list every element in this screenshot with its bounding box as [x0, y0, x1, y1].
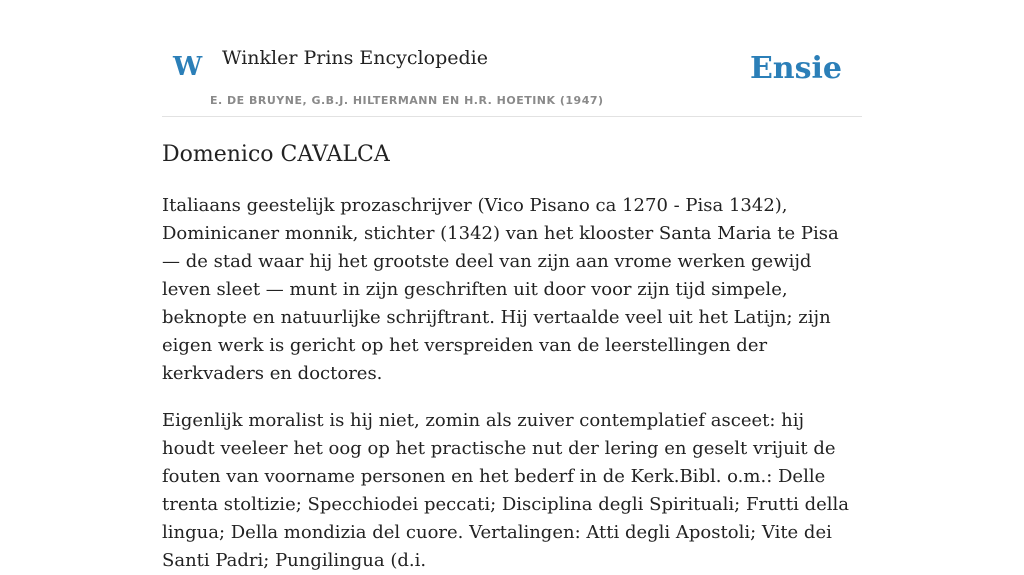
article-paragraph: Italiaans geestelijk prozaschrijver (Vico Pisano ca 1270 - Pisa 1342), Dominicaner monnik, stichter (1342) van het klooster Santa Maria te Pisa — de stad waar hij het grootste deel van zijn aan vrome werken gewijd leven sleet — munt in zijn geschriften uit door voor zijn tijd simpele, beknopte en natuurlijke schrijftrant. Hij vertaalde veel uit het Latijn; zijn eigen werk is gericht op het verspreiden van de leerstellingen der kerkvaders en doctores. [162, 195, 839, 384]
article-title: Domenico CAVALCA [162, 142, 390, 167]
ensie-logo[interactable]: Ensie [749, 51, 842, 86]
site-header [162, 0, 862, 117]
article [162, 138, 862, 575]
article-paragraph: Eigenlijk moralist is hij niet, zomin als zuiver contemplatief asceet: hij houdt veeleer het oog op het practische nut der lering en geselt vrijuit de fouten van voorname personen en het bederf in de Kerk.Bibl. o.m.: Delle trenta stoltizie; Specchiodei peccati; Disciplina degli Spirituali; Frutti della lingua; Della mondizia del cuore. Vertalingen: Atti degli Apostoli; Vite dei Santi Padri; Pungilingua (d.i. [162, 410, 850, 571]
site-title[interactable]: Winkler Prins Encyclopedie [222, 47, 488, 69]
winkler-prins-logo[interactable]: W [173, 52, 203, 82]
site-authors: E. DE BRUYNE, G.B.J. HILTERMANN EN H.R. HOETINK (1947) [210, 94, 604, 107]
